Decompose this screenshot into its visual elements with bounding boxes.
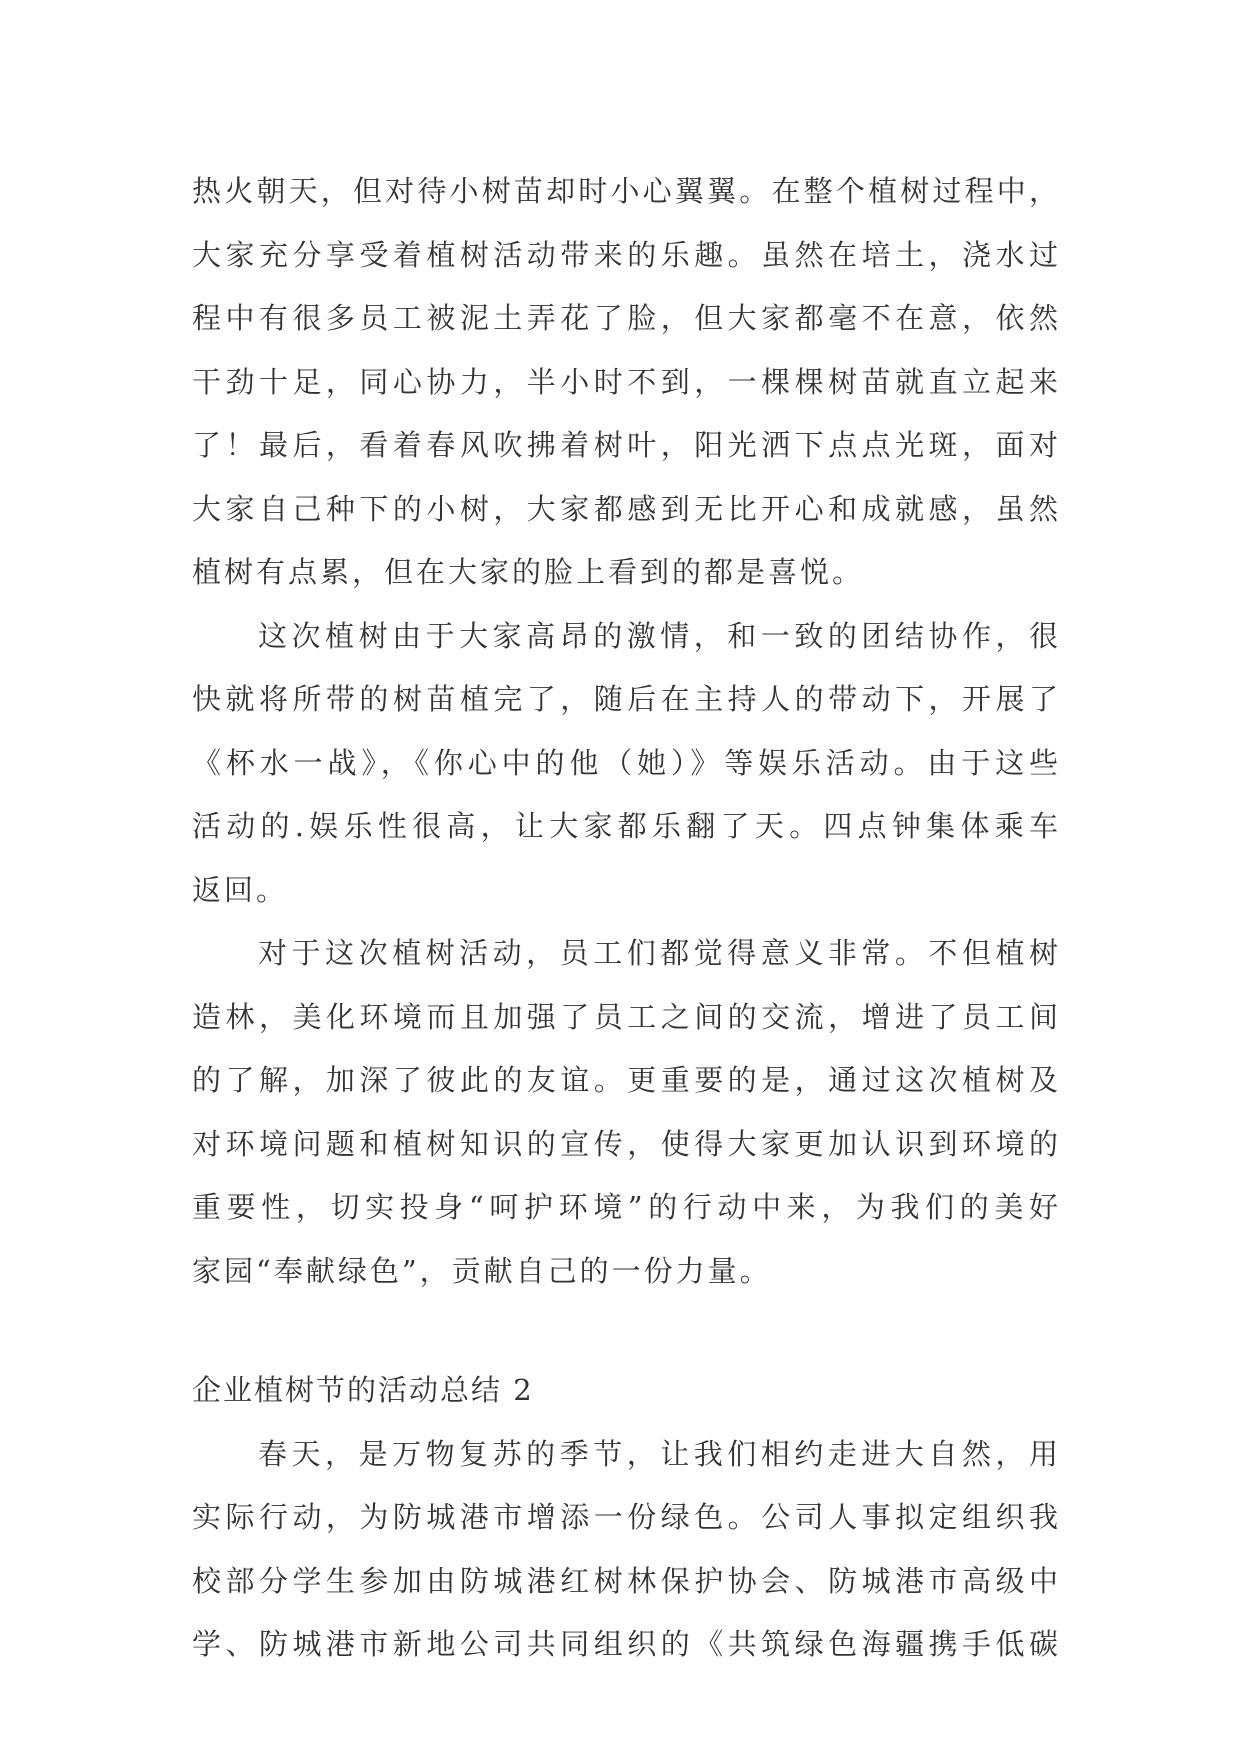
paragraph-line: 春天，是万物复苏的季节，让我们相约走进大自然，用 (258, 1436, 1058, 1471)
paragraph-line: 重要性，切实投身“呵护环境”的行动中来，为我们的美好 (192, 1190, 1058, 1224)
section-spacer (192, 1303, 1058, 1359)
paragraph-line: 热火朝天，但对待小树苗却时小心翼翼。在整个植树过程中， (192, 174, 1058, 208)
paragraph-line: 家园“奉献绿色”，贡献自己的一份力量。 (192, 1253, 772, 1288)
section-2-paragraph (192, 1423, 1058, 1677)
paragraph-1 (192, 160, 1058, 605)
paragraph-3 (192, 922, 1058, 1303)
paragraph-line: 实际行动，为防城港市增添一份绿色。公司人事拟定组织我 (192, 1500, 1058, 1534)
paragraph-line: 干劲十足，同心协力，半小时不到，一棵棵树苗就直立起来 (192, 364, 1058, 399)
section-heading: 企业植树节的活动总结 2 (192, 1373, 534, 1407)
paragraph-line: 程中有很多员工被泥土弄花了脸，但大家都毫不在意，依然 (192, 301, 1058, 335)
paragraph-line: 活动的.娱乐性很高，让大家都乐翻了天。四点钟集体乘车 (192, 809, 1058, 843)
document-body (192, 160, 1058, 1677)
paragraph-line: 校部分学生参加由防城港红树林保护协会、防城港市高级中 (192, 1563, 1058, 1598)
paragraph-line: 这次植树由于大家高昂的激情，和一致的团结协作，很 (258, 618, 1058, 653)
paragraph-line: 对于这次植树活动，员工们都觉得意义非常。不但植树 (258, 936, 1058, 970)
paragraph-line: 对环境问题和植树知识的宣传，使得大家更加认识到环境的 (192, 1126, 1058, 1161)
paragraph-line: 大家自己种下的小树，大家都感到无比开心和成就感，虽然 (192, 491, 1058, 526)
paragraph-line: 《杯水一战》，《你心中的他（她）》等娱乐活动。由于这些 (192, 745, 1058, 780)
paragraph-line: 快就将所带的树苗植完了，随后在主持人的带动下，开展了 (192, 682, 1058, 716)
paragraph-line: 植树有点累，但在大家的脸上看到的都是喜悦。 (192, 555, 865, 589)
paragraph-line: 大家充分享受着植树活动带来的乐趣。虽然在培土，浇水过 (192, 237, 1058, 272)
paragraph-line: 学、防城港市新地公司共同组织的《共筑绿色海疆携手低碳 (192, 1627, 1058, 1661)
paragraph-line: 返回。 (192, 872, 289, 907)
paragraph-line: 了！最后，看着春风吹拂着树叶，阳光洒下点点光斑，面对 (192, 428, 1058, 462)
paragraph-line: 的了解，加深了彼此的友谊。更重要的是，通过这次植树及 (192, 1063, 1058, 1097)
paragraph-2 (192, 605, 1058, 923)
paragraph-line: 造林，美化环境而且加强了员工之间的交流，增进了员工间 (192, 999, 1058, 1034)
